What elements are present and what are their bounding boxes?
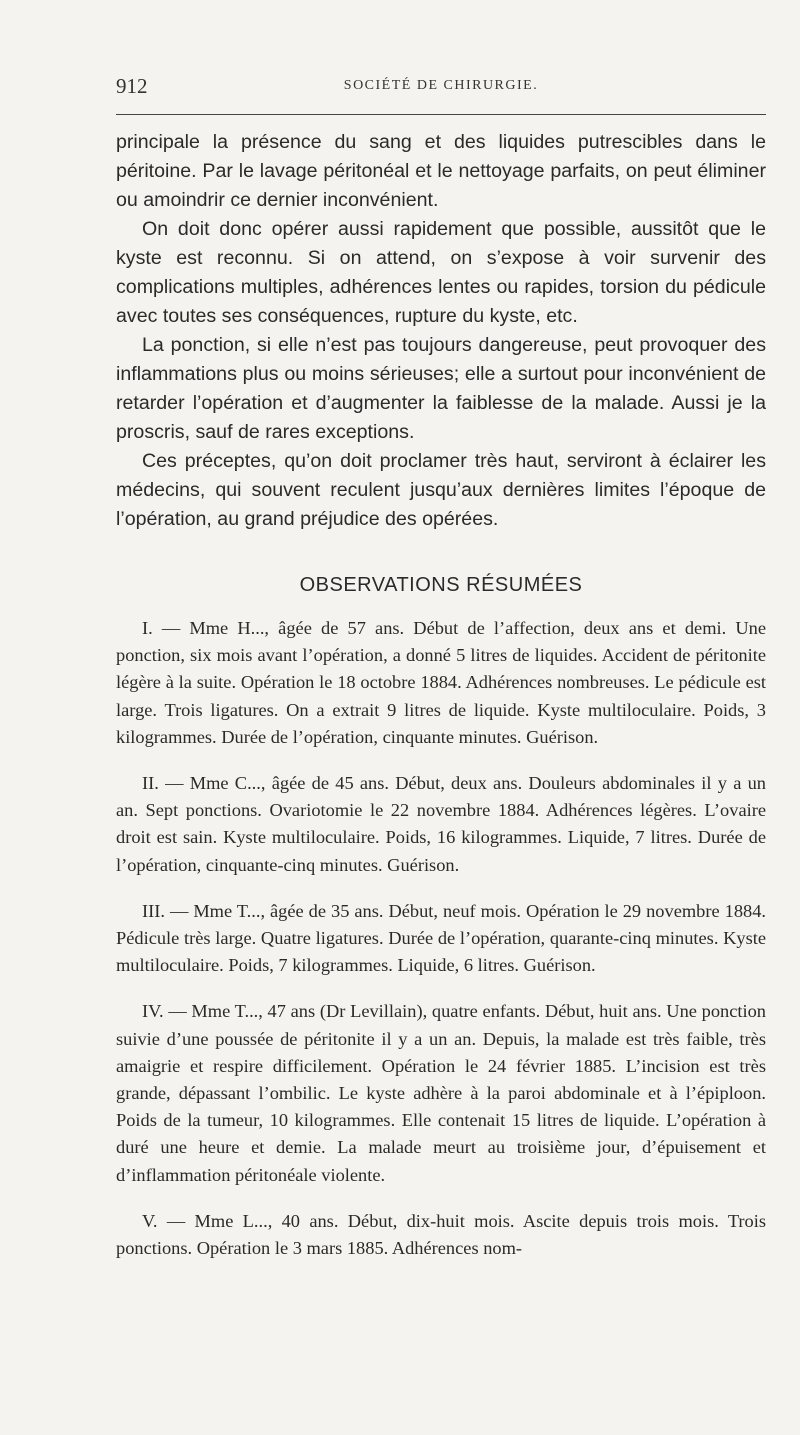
observation-item: II. — Mme C..., âgée de 45 ans. Début, deux ans. Douleurs abdominales il y a un an. Sept ponctions. Ovariotomie le 22 novembre 1884. Adhérences légères. L’ovaire droit est sain. Kyste multiloculaire. Poids, 16 kilogrammes. Liquide, 7 litres. Durée de l’opération, cinquante-cinq minutes. Guérison. <box>116 773 766 875</box>
running-head: SOCIÉTÉ DE CHIRURGIE. <box>343 78 539 93</box>
page-number: 912 <box>116 74 148 98</box>
paragraph: On doit donc opérer aussi rapidement que possible, aussitôt que le kyste est reconnu. Si on attend, on s’expose à voir survenir des complications multiples, adhérences lentes ou rapides, torsion du pédicule avec toutes ses conséquences, rupture du kyste, etc. <box>116 218 766 327</box>
observation-item: I. — Mme H..., âgée de 57 ans. Début de l’affection, deux ans et demi. Une ponction, six mois avant l’opération, a donné 5 litres de liquides. Accident de péritonite légère à la suite. Opération le 18 octobre 1884. Adhérences nombreuses. Le pédicule est large. Trois ligatures. On a extrait 9 litres de liquide. Kyste multiloculaire. Poids, 3 kilogrammes. Durée de l’opération, cinquante minutes. Guérison. <box>116 618 766 747</box>
main-text <box>116 128 766 534</box>
observations-list <box>116 615 766 1262</box>
paragraph: principale la présence du sang et des liquides putrescibles dans le péritoine. Par le lavage péritonéal et le nettoyage parfaits, on peut éliminer ou amoindrir ce dernier inconvénient. <box>116 131 766 211</box>
observation-item: V. — Mme L..., 40 ans. Début, dix-huit mois. Ascite depuis trois mois. Trois ponctions. Opération le 3 mars 1885. Adhérences nom- <box>116 1210 766 1259</box>
paragraph: La ponction, si elle n’est pas toujours dangereuse, peut provoquer des inflammations plus ou moins sérieuses; elle a surtout pour inconvénient de retarder l’opération et d’augmenter la faiblesse de la malade. Aussi je la proscris, sauf de rares exceptions. <box>116 334 766 443</box>
observation-item: IV. — Mme T..., 47 ans (Dr Levillain), quatre enfants. Début, huit ans. Une ponction suivie d’une poussée de péritonite il y a un an. Depuis, la malade est très faible, très amaigrie et respire difficilement. Opération le 24 février 1885. L’incision est très grande, dépassant l’ombilic. Le kyste adhère à la paroi abdominale et à l’épiploon. Poids de la tumeur, 10 kilogrammes. Elle contenait 15 litres de liquide. L’opération à duré une heure et demie. La malade meurt au troisième jour, d’épuisement et d’inflammation péritonéale violente. <box>116 1001 766 1185</box>
page-header <box>116 74 766 104</box>
header-rule <box>116 114 766 115</box>
paragraph: Ces préceptes, qu’on doit proclamer très haut, serviront à éclairer les médecins, qui souvent reculent jusqu’aux dernières limites l’époque de l’opération, au grand préjudice des opérées. <box>116 450 766 530</box>
section-title: OBSERVATIONS RÉSUMÉES <box>299 574 583 596</box>
observation-item: III. — Mme T..., âgée de 35 ans. Début, neuf mois. Opération le 29 novembre 1884. Pédicule très large. Quatre ligatures. Durée de l’opération, quarante-cinq minutes. Kyste multiloculaire. Poids, 7 kilogrammes. Liquide, 6 litres. Guérison. <box>116 900 766 976</box>
body-text <box>116 128 766 1262</box>
